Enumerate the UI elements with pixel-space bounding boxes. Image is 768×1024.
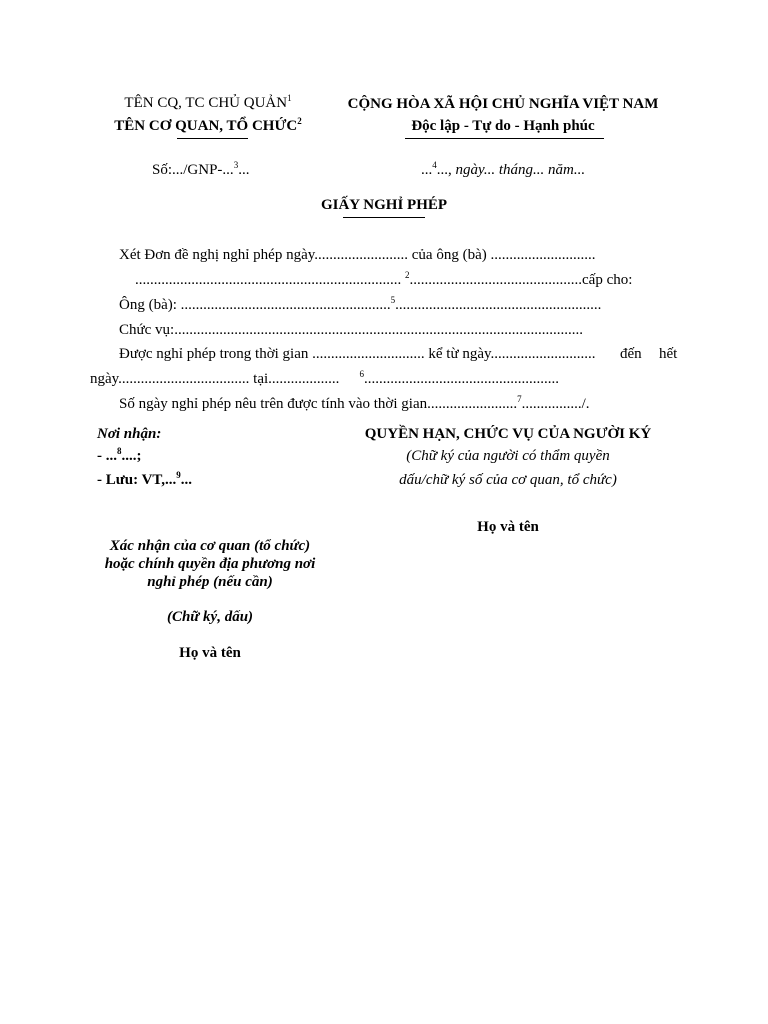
- footnote-ref: 3: [233, 160, 239, 170]
- footnote-ref: 7: [517, 394, 522, 404]
- national-motto: Độc lập - Tự do - Hạnh phúc: [411, 118, 595, 134]
- signer-hint: (Chữ ký của người có thẩm quyền: [406, 448, 610, 464]
- body-line-position: Chức vụ:.............................................................................................................: [119, 322, 583, 338]
- agency-name: TÊN CƠ QUAN, TỔ CHỨC$^2$: [114, 116, 302, 134]
- country-name: CỘNG HÒA XÃ HỘI CHỦ NGHĨA VIỆT NAM: [347, 96, 659, 112]
- recipient-archive: - Lưu: VT,...$^9$...: [97, 470, 193, 488]
- footnote-ref: 5: [390, 295, 396, 305]
- footnote-ref: 1: [287, 93, 292, 103]
- signer-name: Họ và tên: [477, 519, 539, 535]
- body-line-period-end: hết: [659, 346, 678, 362]
- agency-underline: [177, 138, 248, 139]
- footnote-ref: 9: [176, 470, 181, 480]
- body-line-period: Được nghỉ phép trong thời gian .............................. kể từ ngày............................: [119, 346, 596, 362]
- footnote-ref: 2: [297, 116, 302, 126]
- agency-parent-name: TÊN CQ, TC CHỦ QUẢN$^1$: [124, 93, 292, 111]
- motto-underline: [405, 138, 604, 139]
- body-line-location: ngày................................... tại................... $^6$....................................................: [90, 369, 559, 387]
- recipient-item: - ...$^8$....;: [97, 446, 142, 464]
- body-line-request: Xét Đơn đề nghị nghỉ phép ngày......................... của ông (bà) ............................: [119, 247, 596, 263]
- body-line-days: Số ngày nghỉ phép nêu trên được tính vào thời gian........................$^7$................/.: [119, 394, 590, 412]
- confirmation-heading: Xác nhận của cơ quan (tổ chức) hoặc chính quyền địa phương nơi nghỉ phép (nếu cần): [104, 538, 316, 590]
- signer-hint: dấu/chữ ký số của cơ quan, tổ chức): [399, 472, 617, 488]
- title-underline: [343, 217, 425, 218]
- body-line-issuer: ....................................................................... $^2$..............................................cấp cho:: [135, 270, 633, 288]
- document-title: GIẤY NGHỈ PHÉP: [320, 197, 448, 213]
- signer-authority: QUYỀN HẠN, CHỨC VỤ CỦA NGƯỜI KÝ: [364, 426, 652, 442]
- place-and-date: ...$^4$..., ngày... tháng... năm...: [421, 160, 586, 178]
- confirmation-name: Họ và tên: [179, 645, 241, 661]
- document-number: Số:.../GNP-...$^3$...: [152, 160, 250, 178]
- footnote-ref: 2: [405, 270, 410, 280]
- footnote-ref: 8: [117, 446, 122, 456]
- recipients-label: Nơi nhận:: [97, 426, 162, 442]
- footnote-ref: 6: [359, 369, 364, 379]
- footnote-ref: 4: [432, 160, 437, 170]
- body-line-period-to: đến: [620, 346, 642, 362]
- body-line-person: Ông (bà): ........................................................$^5$.......................................................: [119, 295, 602, 313]
- confirmation-sign-hint: (Chữ ký, dấu): [166, 609, 254, 625]
